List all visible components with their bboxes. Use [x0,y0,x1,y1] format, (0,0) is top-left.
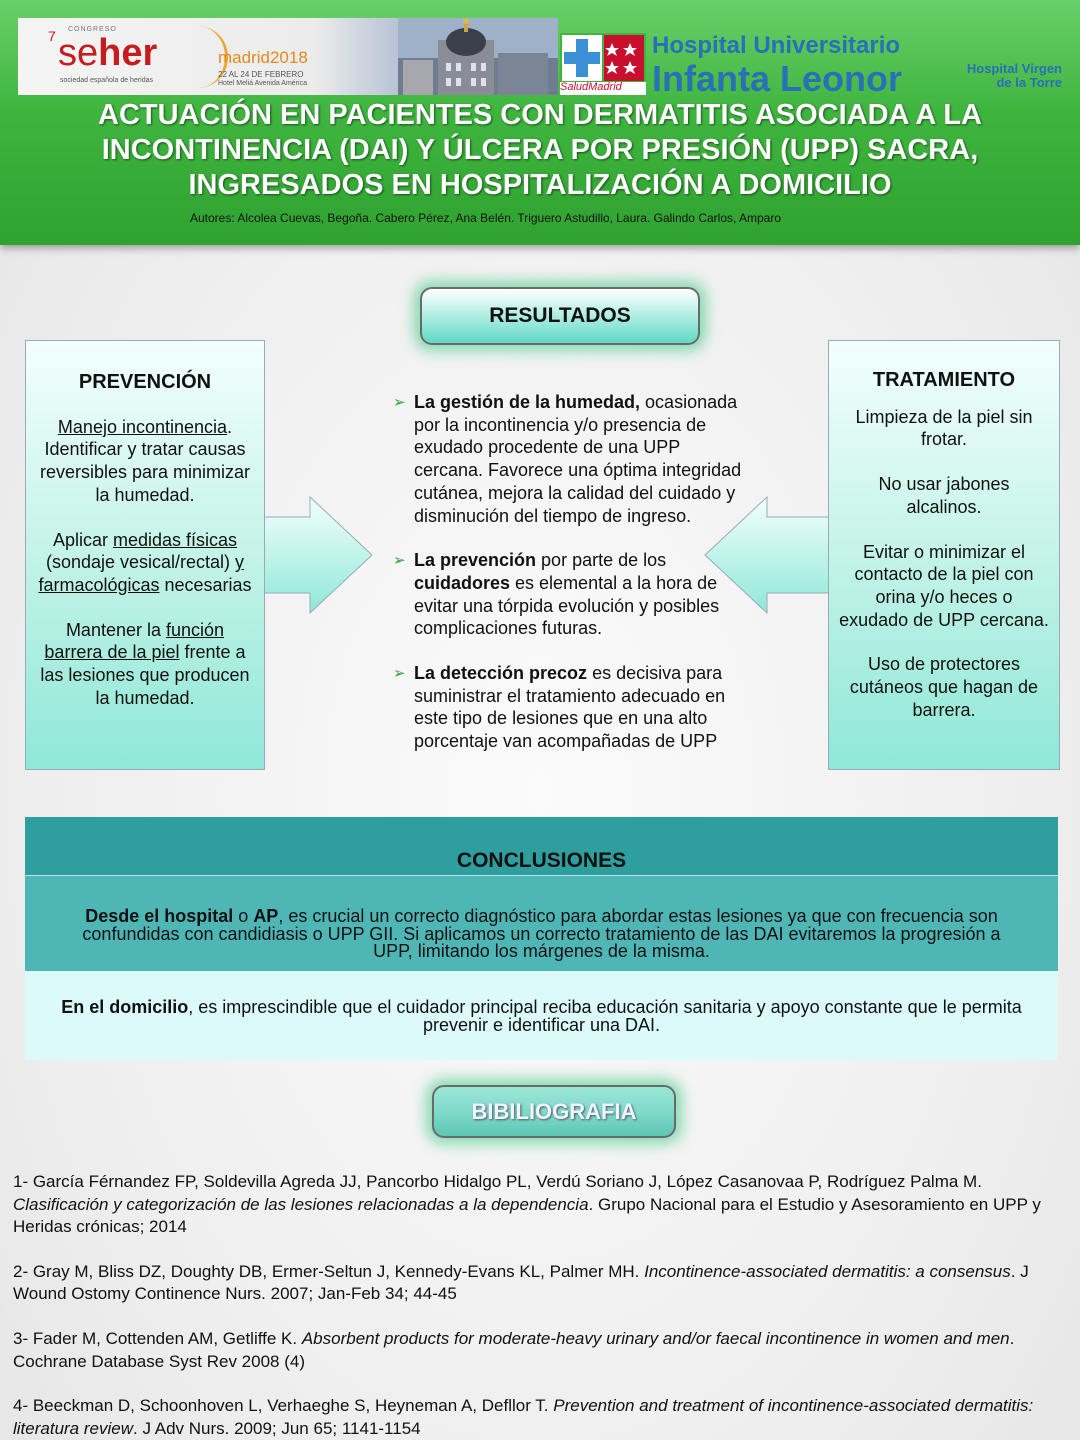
congress-dates: 22 AL 24 DE FEBRERO [218,70,304,79]
treatment-item: Limpieza de la piel sin frotar. [855,406,1033,450]
conclusion-home: En el domicilio, es imprescindible que el cuidador principal reciba educación sanitaria y apoyo constante que le permita prevenir e identificar una DAI. [25,971,1058,1060]
society-name: sociedad española de heridas [60,77,154,84]
congress-venue: Hotel Meliá Avenida América [218,80,307,87]
treatment-item: Evitar o minimizar el contacto de la piel con orina y/o heces o exudado de UPP cercana. [839,541,1049,630]
conclusions-section [25,817,1058,1060]
poster-title: ACTUACIÓN EN PACIENTES CON DERMATITIS ASOCIADA A LA INCONTINENCIA (DAI) Y ÚLCERA POR PRESIÓN (UPP) SACRA, INGRESADOS EN HOSPITALIZACIÓN A DOMICILIO [98,99,982,201]
right-arrow-icon [262,495,374,615]
prevention-item: Aplicar medidas físicas (sondaje vesical/rectal) y farmacológicas necesarias [38,529,252,595]
arrow-bullet-icon: ➢ [393,665,406,683]
result-item: ➢ La detección precoz es decisiva para suministrar el tratamiento adecuado en este tipo de lesiones que en una alto porcentaje van acompañadas de UPP [393,663,726,752]
congress-logo [18,18,558,95]
reference-item: 2- Gray M, Bliss DZ, Doughty DB, Ermer-Seltun J, Kennedy-Evans KL, Palmer MH. Incontinence-associated dermatitis: a consensus. J Wound Ostomy Continence Nurs. 2007; Jan-Feb 34; 44-45 [13,1261,1029,1304]
result-item: ➢ La prevención por parte de los cuidadores es elemental a la hora de evitar una tórpida evolución y posibles complicaciones futuras. [393,550,720,639]
congress-city-year: madrid2018 [218,48,308,67]
arrow-bullet-icon: ➢ [393,552,406,570]
references-list [13,1171,1063,1440]
salud-madrid-label: SaludMadrid [560,81,622,93]
treatment-heading: TRATAMIENTO [872,369,1016,391]
reference-item: 4- Beeckman D, Schoonhoven L, Verhaeghe S, Heyneman A, Defllor T. Prevention and treatment of incontinence-associated dermatitis: literatura review. J Adv Nurs. 2009; Jun 65; 1141-1154 [13,1396,1034,1438]
reference-item: 3- Fader M, Cottenden AM, Getliffe K. Absorbent products for moderate-heavy urinary and/or faecal incontinence in women and men. Cochrane Database Syst Rev 2008 (4) [13,1328,1015,1371]
hospital-name-line1: Hospital Universitario [652,32,901,59]
conclusions-heading: CONCLUSIONES [25,817,1058,875]
madrid-building-image [398,18,558,95]
treatment-item: Uso de protectores cutáneos que hagan de barrera. [849,654,1039,720]
results-list [393,391,753,775]
treatment-item: No usar jabones alcalinos. [878,474,1010,517]
result-item: ➢ La gestión de la humedad, ocasionada por la incontinencia y/o presencia de exudado procedente de una UPP cercana. Favorece una óptima integridad cutánea, mejora la calidad del cuidado y disminución del tiempo de ingreso. [393,392,742,526]
authors-line: Autores: Alcolea Cuevas, Begoña. Cabero Pérez, Ana Belén. Triguero Astudillo, Laura. Galindo Carlos, Amparo [190,211,782,225]
prevention-heading: PREVENCIÓN [78,371,212,393]
prevention-item: Manejo incontinencia. Identificar y tratar causas reversibles para minimizar la humedad. [39,416,251,505]
arrow-bullet-icon: ➢ [393,394,406,411]
hospital-logo [560,28,1080,98]
hospital-name-line2: Infanta Leonor [652,58,902,99]
results-button: RESULTADOS [420,287,700,345]
seher-wordmark: seher [58,32,158,74]
hospital-secondary-name: Hospital Virgen de la Torre [966,61,1062,90]
reference-item: 1- García Férnandez FP, Soldevilla Agreda JJ, Pancorbo Hidalgo PL, Verdú Soriano J, López Casanovaa P, Rodríguez Palma M. Clasificación y categorización de las lesiones relacionadas a la dependencia. Grupo Nacional para el Estudio y Asesoramiento en UPP y Heridas crónicas; 2014 [13,1172,1041,1237]
treatment-panel [828,340,1060,770]
prevention-panel [25,340,265,770]
prevention-item: Mantener la función barrera de la piel frente a las lesiones que producen la humedad. [40,619,250,708]
header-banner [0,0,1080,245]
congress-label: CONGRESO [68,26,117,33]
bibliography-button: BIBILIOGRAFIA [432,1085,676,1138]
congress-edition: 7 [48,28,56,44]
conclusion-hospital: Desde el hospital o AP, es crucial un correcto diagnóstico para abordar estas lesiones ya que con frecuencia son confundidas con candidiasis o UPP GII. Si aplicamos un correcto tratamiento de las DAI evitaremos la progresión a UPP, limitando los márgenes de la misma. [25,875,1058,971]
